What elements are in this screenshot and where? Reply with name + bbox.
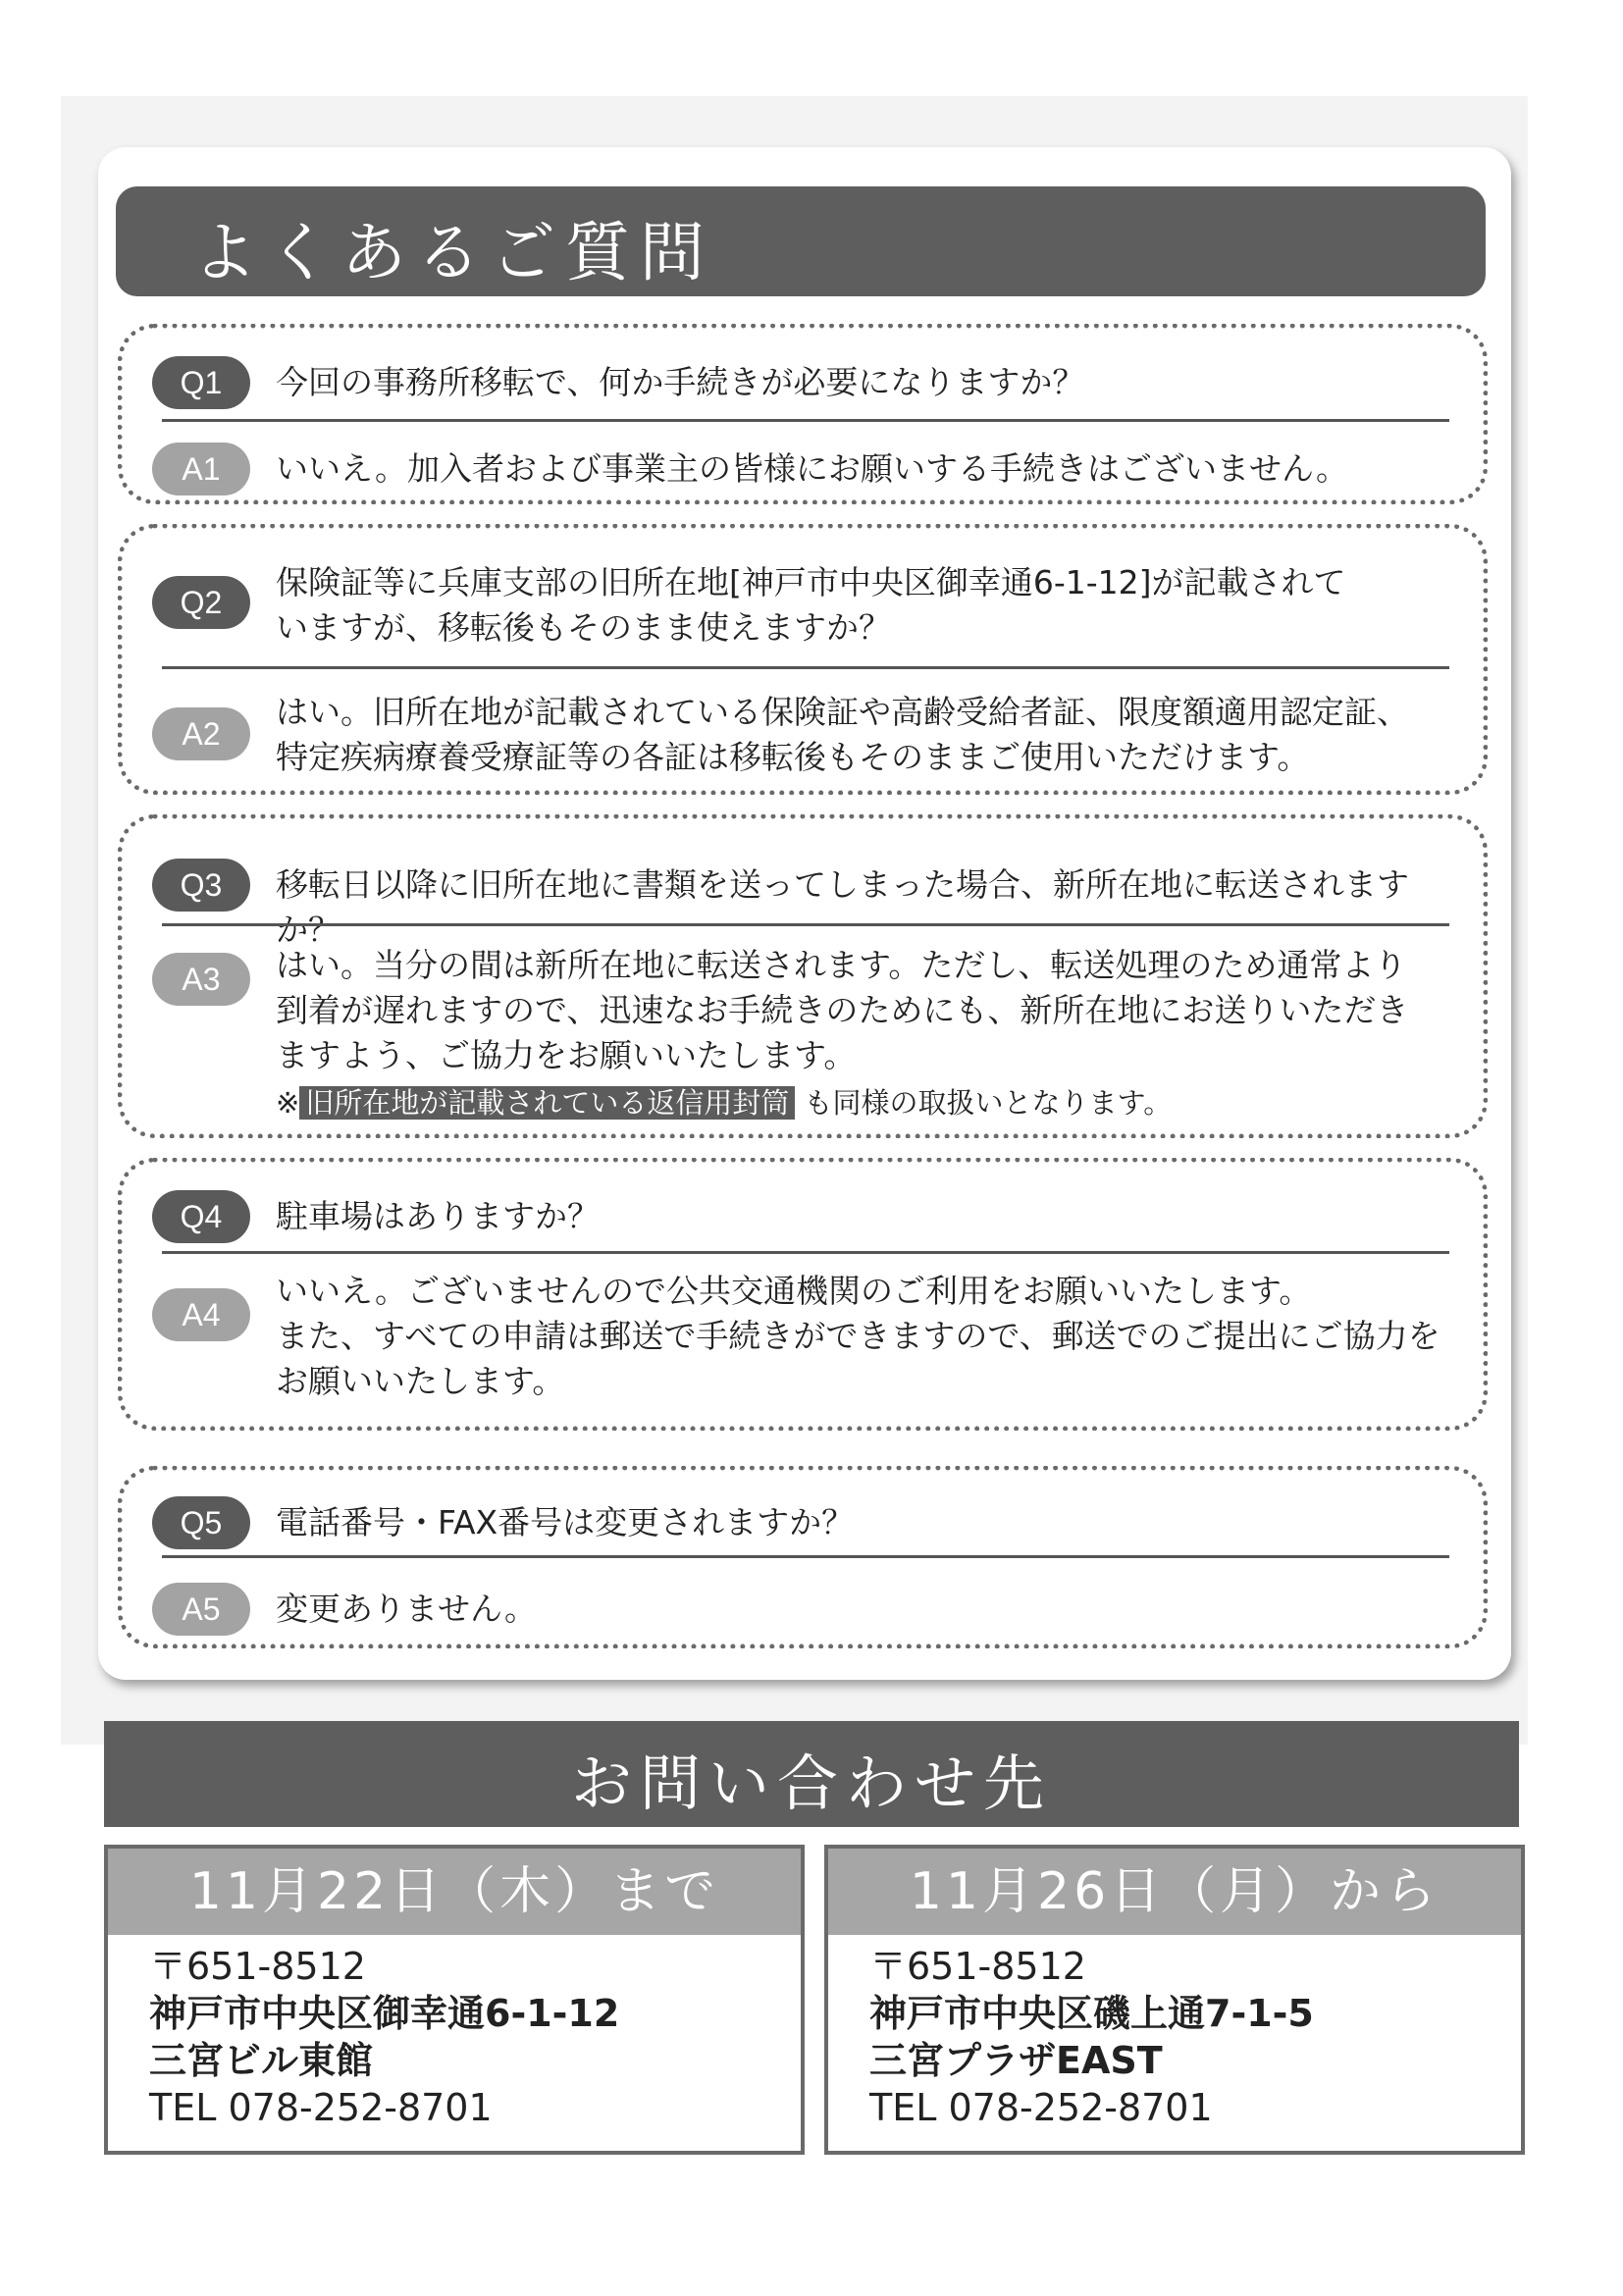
qa-divider (162, 1251, 1449, 1254)
qa-box-4 (118, 1158, 1488, 1431)
answer-text: いいえ。加入者および事業主の皆様にお願いする手続きはございません。 (276, 449, 1348, 488)
answer-text (276, 943, 1453, 1125)
phone-number: TEL 078-252-8701 (869, 2086, 1213, 2129)
qa-box-3 (118, 814, 1488, 1138)
phone-number: TEL 078-252-8701 (149, 2086, 493, 2129)
building-name: 三宮プラザEAST (869, 2039, 1163, 2082)
contact-period: 11月26日（月）から (828, 1849, 1521, 1935)
answer-line: はい。旧所在地が記載されている保険証や高齢受給者証、限度額適用認定証、 (276, 693, 1409, 731)
qa-divider (162, 419, 1449, 422)
qa-box-1 (118, 324, 1488, 504)
question-label: Q5 (152, 1496, 250, 1549)
postal-code: 〒651-8512 (869, 1945, 1086, 1988)
question-text: 駐車場はありますか？ (276, 1197, 600, 1235)
contact-period: 11月22日（木）まで (108, 1849, 801, 1935)
note-highlight: 旧所在地が記載されている返信用封筒 (299, 1086, 795, 1120)
answer-label: A2 (152, 707, 250, 760)
qa-divider (162, 1555, 1449, 1558)
answer-line: また、すべての申請は郵送で手続きができますので、郵送でのご提出にご協力を (276, 1317, 1440, 1355)
answer-line: 特定疾病療養受療証等の各証は移転後もそのままご使用いただけます。 (276, 738, 1310, 776)
qa-divider (162, 666, 1449, 669)
answer-label: A1 (152, 443, 250, 496)
answer-text (276, 1269, 1453, 1404)
contact-box-until (104, 1845, 805, 2155)
question-text: 移転日以降に旧所在地に書類を送ってしまった場合、新所在地に転送されますか？ (276, 865, 1409, 949)
street-address: 神戸市中央区磯上通7-1-5 (869, 1992, 1314, 2035)
answer-label: A5 (152, 1583, 250, 1636)
question-text: 電話番号・FAX番号は変更されますか？ (276, 1503, 855, 1541)
answer-text: 変更ありません。 (276, 1590, 537, 1628)
question-line: 保険証等に兵庫支部の旧所在地[神戸市中央区御幸通6-1-12]が記載されて (276, 563, 1346, 601)
contact-header (104, 1721, 1519, 1827)
answer-label: A3 (152, 953, 250, 1006)
contact-address-block (828, 1935, 1521, 2131)
postal-code: 〒651-8512 (149, 1945, 366, 1988)
question-label: Q2 (152, 576, 250, 629)
qa-box-2 (118, 524, 1488, 795)
faq-card (98, 147, 1511, 1680)
answer-label: A4 (152, 1288, 250, 1341)
contact-title: お問い合わせ先 (570, 1748, 1052, 1819)
question-label: Q3 (152, 859, 250, 912)
street-address: 神戸市中央区御幸通6-1-12 (149, 1992, 620, 2035)
qa-box-5 (118, 1466, 1488, 1648)
answer-line: お願いいたします。 (276, 1362, 565, 1400)
contact-address-block (108, 1935, 801, 2131)
question-text: 今回の事務所移転で、何か手続きが必要になりますか？ (276, 363, 1085, 401)
note-mark: ※ (276, 1086, 300, 1120)
answer-line: 到着が遅れますので、迅速なお手続きのためにも、新所在地にお送りいただき (276, 991, 1409, 1029)
contact-box-from (824, 1845, 1525, 2155)
question-label: Q1 (152, 356, 250, 409)
question-line: いますが、移転後もそのまま使えますか？ (276, 608, 891, 647)
note-text: も同様の取扱いとなります。 (804, 1086, 1173, 1120)
question-label: Q4 (152, 1190, 250, 1243)
answer-text (276, 690, 1453, 780)
qa-divider (162, 923, 1449, 926)
faq-header (116, 186, 1486, 296)
question-text (276, 560, 1453, 651)
answer-line: ますよう、ご協力をお願いいたします。 (276, 1036, 857, 1074)
faq-title: よくあるご質問 (192, 215, 714, 290)
answer-line: はい。当分の間は新所在地に転送されます。ただし、転送処理のため通常より (276, 946, 1407, 984)
answer-note (276, 1080, 1453, 1125)
answer-line: いいえ。ございませんので公共交通機関のご利用をお願いいたします。 (276, 1272, 1312, 1310)
building-name: 三宮ビル東館 (149, 2039, 374, 2082)
